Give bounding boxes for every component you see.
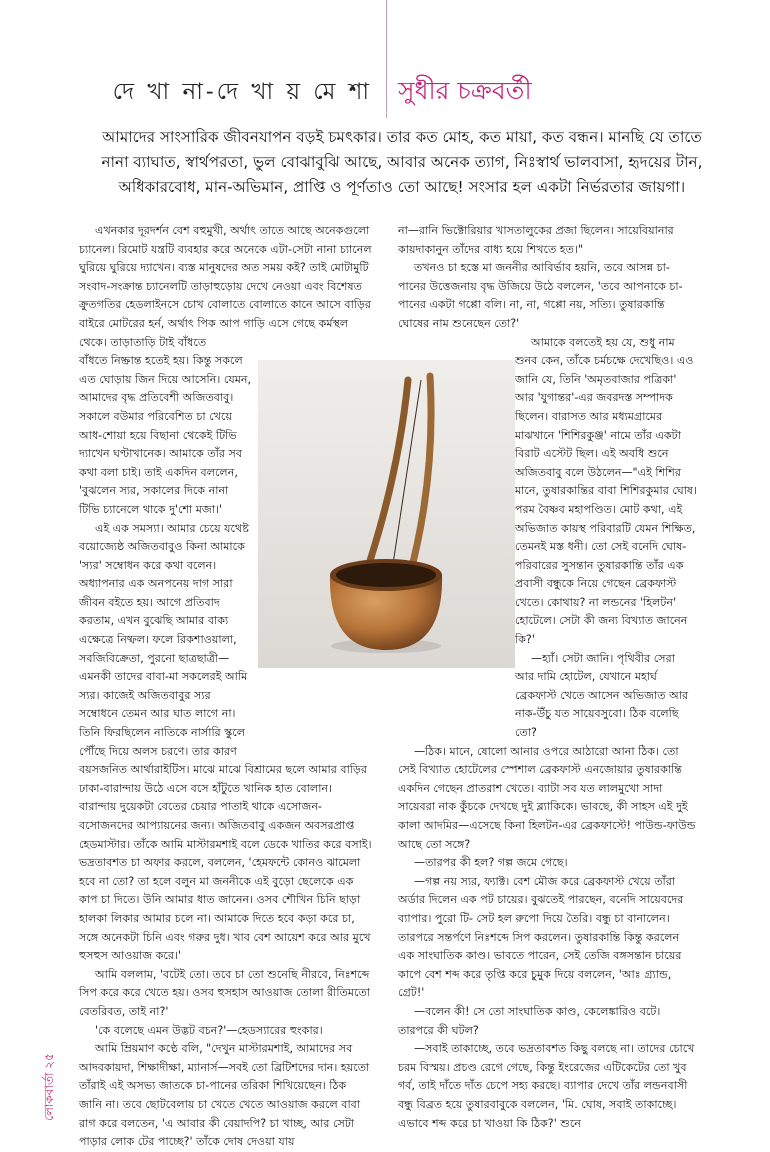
right-paragraph: —গল্প নয় স্যর, ফ্যাক্ট। বেশ মৌজ করে ব্রেকফাস্ট খেয়ে তাঁরা অর্ডার দিলেন এক পট চায়ের। বুঝতেই পারছেন, বনেদি সায়েবদের ব্যাপার। পুরো টি- সেট হল রুপো দিয়ে তৈরি। বন্ধু চা বানালেন। তারপরে সন্তর্পণে নিঃশব্দে সিপ করলেন। তুষারকান্তি কিন্তু করলেন এক সাংঘাতিক কাণ্ড। ভাবতে পারেন, সেই তেজি বঙ্গসন্তান চায়ের কাপে বেশ শব্দ করে তৃপ্তি করে চুমুক দিয়ে বললেন, 'আঃ গ্র্যান্ড, গ্রেট!' — [398, 874, 684, 1000]
right-paragraph: আমাকে বলতেই হয় যে, শুধু নাম শুনব কেন, তাঁকে চর্মচক্ষে দেখেছিও। এও জানি যে, তিনি 'অমৃতবাজার পত্রিকা' আর 'যুগান্তর'-এর জবরদস্ত সম্পাদক ছিলেন। বারাসত আর মধ্যমগ্রামের মাঝখানে 'শিশিরকুঞ্জ' নামে তাঁর একটা বিরাট এস্টেট ছিল। এই অবধি শুনে অজিতবাবু বলে উঠলেন—"এই শিশির মানে, তুষারকান্তির বাবা শিশিরকুমার ঘোষ। পরম বৈষ্ণব মহাপণ্ডিত। মোট কথা, এই অভিজাত কায়স্থ পরিবারটি যেমন শিক্ষিত, তেমনই মস্ত ধনী। তো সেই বনেদি ঘোষ-পরিবারের সুসন্তান তুষারকান্তি তাঁর এক প্রবাসী বন্ধুকে নিয়ে গেছেন ব্রেকফাস্ট খেতে। কোথায়? না লন্ডনের 'হিলটন' হোটেলে। সেটা কী জন্য বিখ্যাত জানেন কি?' — [515, 335, 698, 647]
left-paragraph: এখনকার দূরদর্শন বেশ বহুমুখী, অর্থাৎ তাতে আছে অনেকগুলো চ্যানেল। রিমোট যন্ত্রটি ব্যবহার করে অনেকে এটা-সেটা নানা চ্যানেল ঘুরিয়ে ঘুরিয়ে দ্যাখেন। ব্যস্ত মানুষদের অত সময় কই? তাই মোটামুটি সংবাদ-সংক্রান্ত চ্যানেলটি তাড়াহুড়োয় দেখে নেওয়া এবং বিশেষত ক্রুতগতির হেডলাইনসে চোখ বোলাতে বোলাতে কানে আসে বাড়ির বাইরে মোটরের হর্ন, অর্থাৎ পিক আপ গাড়ি এসে গেছে কর্মস্থল থেকে। তাড়াতাড়ি টাই বাঁধতে — [79, 224, 372, 349]
right-paragraph: তখনও চা হস্তে মা জননীর আবির্ভাব হয়নি, তবে আসন্ন চা-পানের উত্তেজনায় বৃদ্ধ উজিয়ে উঠে বললেন, 'তবে আপনাকে চা-পানের একটা গপ্পো বলি। না, না, গপ্পো নয়, সত্যি। তুষারকান্তি ঘোষের নাম শুনেছেন তো?' — [398, 261, 683, 330]
ektara-illustration — [258, 360, 515, 668]
ektara-instrument-photo — [258, 360, 515, 668]
left-paragraph: এই এক সমস্যা। আমার চেয়ে যথেষ্ট বয়োজ্যেষ্ঠ অজিতবাবুও কিনা আমাকে 'স্যর' সম্বোধন করে কথা বলেন। অধ্যাপনার এক অনপনেয় দাগ সারা জীবন বইতে হয়। আগে প্রতিবাদ করতাম, এখন বুঝেছি আমার বাক্য এক্ষেত্রে নিষ্ফল। ফলে রিকশাওয়ালা, সবজিবিক্রেতা, পুরনো ছাত্রছাত্রী—এমনকী তাদের বাবা-মা সকলেরই আমি স্যর। কাজেই অজিতবাবুর স্যর সম্বোধনে তেমন আর ঘাত লাগে না। তিনি ফিরছিলেন নাতিকে নার্সারি স্কুলে পৌঁছে দিয়ে অলস চরণে। তার কারণ — [79, 521, 249, 758]
author-name: সুধীর চক্রবর্তী — [398, 76, 532, 105]
right-paragraph: —তারপর কী হল? গল্প জমে গেছে। — [414, 856, 568, 870]
left-paragraph: বাঁধতে নিষ্ক্রান্ত হতেই হয়। কিন্তু সকলে এত ঘোড়ায় জিন দিয়ে আসেনি। যেমন, আমাদের বৃদ্ধ প্রতিবেশী অজিতবাবু। সকালে বউমার পরিবেশিত চা খেয়ে আধ-শোয়া হয়ে বিছানা থেকেই টিভি দ্যাখেন ঘণ্টাখানেক। আমাকে তাঁর সব কথা বলা চাই। তাই একদিন বললেন, 'বুঝলেন স্যর, সকালের দিকে নানা টিভি চ্যানেলে থাকে দু'শো মজা।' — [79, 354, 252, 516]
left-paragraph: বয়সজনিত আর্থারাইটিস। মাঝে মাঝে বিশ্রামের ছলে আমার বাড়ির ঢাকা-বারান্দায় উঠে এসে বসে হাঁটুতে খানিক হাত বোলান। বারান্দায় দুয়েকটা বেতের চেয়ার পাতাই থাকে এসোজন-বসোজনদের আপ্যায়নের জন্য। অজিতবাবু একজন অবসরপ্রাপ্ত হেডমাস্টার। তাঁকে আমি মাস্টারমশাই বলে ডেকে খাতির করে বসাই। ভদ্রতাবশত চা অফার করলে, বললেন, 'হেমফন্টে কোনও ঝামেলা হবে না তো? তা হলে বলুন মা জননীকে এই বুড়ো ছেলেকে এক কাপ চা দিতে। উনি আমার ধাত জানেন। ওসব শৌখিন চিনি ছাড়া হালকা লিকার আমার চলে না। আমাকে দিতে হবে কড়া করে চা, সঙ্গে অনেকটা চিনি এবং গরুর দুধ। খাব বেশ আয়েশ করে আর মুখে হুসহুস আওয়াজ করে।' — [79, 763, 372, 963]
right-narrow-block — [515, 334, 697, 743]
right-column — [398, 222, 697, 1133]
right-paragraph: না—রানি ভিক্টোরিয়ার খাসতালুকের প্রজা ছিলেন। সায়েবিয়ানার কায়দাকানুন তাঁদের বাধ্য হয়ে শিখতে হত।" — [398, 224, 674, 256]
article-header — [0, 0, 770, 120]
right-paragraph: —বলেন কী! সে তো সাংঘাতিক কাণ্ড, কেলেঙ্কারিও বটে। তারপরে কী ঘটল? — [398, 1004, 661, 1037]
left-paragraph: আমি ম্রিয়মাণ কণ্ঠে বলি, "দেখুন মাস্টারমশাই, আমাদের সব আদবকায়দা, শিক্ষাদীক্ষা, ম্যানার্স—সবই তো ব্রিটিশদের দান। হয়তো তাঁরাই এই অসভ্য জাতকে চা-পানের তরিকা শিখিয়েছেন। ঠিক জানি না। তবে ছোটবেলায় চা খেতে খেতে আওয়াজ করলে বাবা রাগ করে বলতেন, 'এ আবার কী বেয়াদপি? চা খাচ্ছ, আর সেটা পাড়ার লোক টের পাচ্ছে?' তাঁকে দোষ দেওয়া যায় — [79, 1042, 370, 1149]
right-paragraph: —সবাই তাকাচ্ছে, তবে ভদ্রতাবশত কিছু বলছে না। তাদের চোখে চরম বিস্ময়। প্রচণ্ড রেগে গেছে, কিন্তু ইংরেজের এটিকেটের তো খুব গর্ব, তাই দাঁতে দাঁত চেপে সহ্য করছে। ব্যাপার দেখে তাঁর লন্ডনবাসী বন্ধু বিব্রত হয়ে তুষারবাবুকে বললেন, 'মি. ঘোষ, সবাই তাকাচ্ছে। এভাবে শব্দ করে চা খাওয়া কি ঠিক?' শুনে — [398, 1042, 695, 1130]
left-paragraph: 'কে বলেছে এমন উদ্ভট বচন?'—হেডস্যারের হুংকার। — [95, 1023, 323, 1037]
header-divider — [386, 0, 387, 118]
intro-paragraph: আমাদের সাংসারিক জীবনযাপন বড়ই চমৎকার। তার কত মোহ, কত মায়া, কত বন্ধন। মানছি যে তাতে নানা ব্যাঘাত, স্বার্থপরতা, ভুল বোঝাবুঝি আছে, আবার অনেক ত্যাগ, নিঃস্বার্থ ভালবাসা, হৃদয়ের টান, অধিকারবোধ, মান-অভিমান, প্রাপ্তি ও পূর্ণতাও তো আছে! সংসার হল একটা নির্ভরতার জায়গা। — [101, 128, 703, 196]
right-paragraph: —ঠিক। মানে, ষোলো আনার ওপরে আঠারো আনা ঠিক। তো সেই বিখ্যাত হোটেলের স্পেশাল ব্রেকফাস্ট এনজোয়ার তুষারকান্তি একদিন গেছেন প্রাতরাশ খেতে। ব্যাটা সব যত লালমুখো সাদা সায়েবরা নাক কুঁচকে দেখছে দুই ব্ল্যাকিকে। ভাবছে, কী সাহস এই দুই কালা আদমির—এসেছে কিনা হিলটন-এর ব্রেকফাস্টে! পাউন্ড-ফাউন্ড আছে তো সঙ্গে? — [398, 744, 696, 851]
page-footer-tag — [38, 1040, 54, 1130]
right-paragraph: —হ্যাঁ। সেটা জানি। পৃথিবীর সেরা আর দামি হোটেল, যেখানে মহার্ঘ ব্রেকফাস্ট খেতে আসেন অভিজাত আর নাক-উঁচু যত সায়েবসুবো। ঠিক বলেছি তো? — [515, 651, 689, 740]
left-paragraph: আমি বললাম, 'বটেই তো। তবে চা তো শুনেছি নীরবে, নিঃশব্দে সিপ করে করে খেতে হয়। ওসব হুসহাস আওয়াজ তোলা রীতিমতো বেতরিবত, তাই না?' — [79, 967, 371, 1018]
series-title: দে খা না-দে খা য় মে শা — [112, 79, 372, 105]
left-narrow-block — [79, 352, 252, 761]
magazine-page-label: লোকবাৰ্তা ২৫ — [42, 1053, 56, 1121]
